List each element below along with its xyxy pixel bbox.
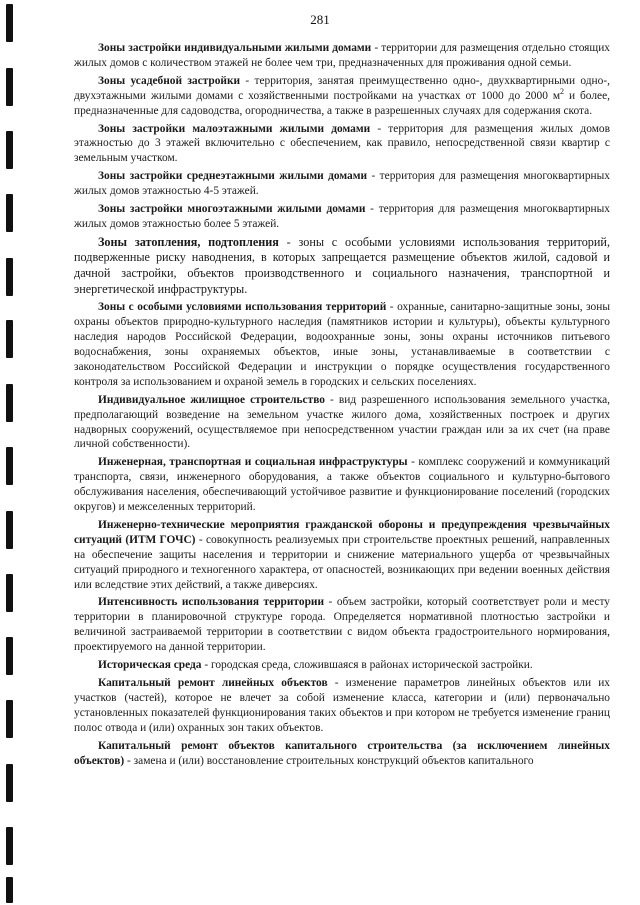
scan-mark — [6, 827, 13, 865]
entry-definition: - вид разрешенного использования земельного участка, предполагающий возведение на земельном участке жилого дома, хозяйственных построек и других надворных сооружений, осуществляемое при непосредственном участии граждан или за их счет (на праве личной собственности). — [74, 393, 610, 451]
glossary-entry — [74, 74, 610, 119]
entry-term: Зоны застройки индивидуальными жилыми домами — [98, 42, 372, 54]
entry-definition: - городская среда, сложившаяся в районах исторической застройки. — [201, 659, 533, 672]
entry-definition: - совокупность реализуемых при строительстве проектных решений, направленных на обеспечение защиты населения и территории и снижение материального ущерба от чрезвычайных ситуаций природного и техногенного характера, от опасностей, возникающих при ведении военных действия или вследствие этих действий, а также диверсиях. — [74, 533, 610, 591]
entry-term: Зоны затопления, подтопления — [98, 234, 279, 249]
entry-term: Зоны с особыми условиями использования территорий — [98, 301, 387, 314]
glossary-entry — [74, 658, 610, 673]
entry-definition: - территория для размещения многоквартирных жилых домов этажностью 4-5 этажей. — [74, 170, 610, 198]
glossary-entry — [74, 676, 610, 736]
scan-binding-marks — [0, 0, 16, 905]
glossary-entry — [74, 739, 610, 769]
entry-term: Зоны застройки многоэтажными жилыми домами — [98, 203, 366, 216]
entry-definition: - территория для размещения жилых домов этажностью до 3 этажей включительно с обеспечением, как правило, непосредственной связи квартир с земельным участком. — [74, 122, 610, 165]
glossary-entry — [74, 518, 610, 593]
entry-definition: - изменение параметров линейных объектов или их участков (частей), которое не влечет за собой изменение класса, категории и (или) первоначально установленных показателей функционирования таких объектов и при котором не требуется изменение границ полос отвода и (или) охранных зон таких объектов. — [74, 677, 610, 734]
entry-term: Инженерно-технические мероприятия гражданской обороны и предупреждения чрезвычайных ситуаций (ИТМ ГОЧС) — [74, 518, 610, 546]
entry-term: Инженерная, транспортная и социальная инфраструктуры — [98, 456, 408, 469]
entry-term: Историческая среда — [98, 659, 202, 672]
entry-term: Капитальный ремонт объектов капитального строительства (за исключением линейных объектов) — [74, 739, 610, 767]
superscript: 2 — [560, 86, 565, 96]
glossary-entry — [74, 41, 610, 71]
glossary-entry — [74, 235, 610, 297]
entry-definition: - территория, занятая преимущественно одно-, двухквартирными одно-, двухэтажными жилыми домами с хозяйственными постройками на участках от 1000 до 2000 м — [74, 74, 610, 102]
entry-definition: - комплекс сооружений и коммуникаций транспорта, связи, инженерного оборудования, а также объектов социального и культурно-бытового обслуживания населения, обеспечивающий устойчивое развитие и функционирование поселений (городских округов) и межселенных территорий. — [74, 456, 610, 514]
scan-mark — [6, 511, 13, 549]
scan-mark — [6, 258, 13, 296]
scan-mark — [6, 131, 13, 169]
entry-term: Зоны застройки малоэтажными жилыми домами — [98, 122, 371, 135]
scan-mark — [6, 877, 13, 903]
scan-mark — [6, 447, 13, 485]
scan-mark — [6, 574, 13, 612]
entry-term: Капитальный ремонт линейных объектов — [98, 677, 328, 689]
entry-definition: - территория для размещения многоквартирных жилых домов этажностью более 5 этажей. — [74, 203, 610, 230]
scan-mark — [6, 637, 13, 675]
scan-mark — [6, 764, 13, 802]
glossary-entry — [74, 595, 610, 655]
entry-term: Зоны застройки среднеэтажными жилыми домами — [98, 170, 368, 183]
entry-definition: - объем застройки, который соответствует роли и месту территории в планировочной структуре города. Определяется нормативной плотностью застройки и величиной застраиваемой территории в соответствии с видом объекта градостроительного нормирования, проектируемого на данной территории. — [74, 596, 611, 654]
scan-mark — [6, 700, 13, 738]
glossary-entry — [74, 202, 610, 232]
glossary-entry — [74, 122, 610, 167]
scan-mark — [6, 194, 13, 232]
entry-definition: - замена и (или) восстановление строительных конструкций объектов капитального — [124, 754, 534, 767]
scan-mark — [6, 68, 13, 106]
glossary-entry — [74, 169, 610, 199]
glossary-entry — [74, 300, 610, 389]
page-number: 281 — [310, 12, 330, 27]
glossary-entry — [74, 455, 610, 515]
entry-definition: - охранные, санитарно-защитные зоны, зоны охраны объектов природно-культурного наследия (памятников истории и культуры), объекты культурного наследия народов Российской Федерации, водоохранные зоны, зоны охраны источников питьевого водоснабжения, зоны охраняемых объектов, иные зоны, устанавливаемые в соответствии с законодательством Российской Федерации и инструкции о порядке осуществления государственного контроля за использованием и охраной земель в городских и сельских поселениях. — [74, 301, 610, 388]
entry-term: Индивидуальное жилищное строительство — [98, 393, 325, 406]
glossary-body — [74, 41, 610, 771]
scan-mark — [6, 384, 13, 422]
entry-definition-continued: и более, предназначенные для садоводства, огородничества, а также в разрешенных случаях для содержания скота. — [74, 89, 611, 117]
entry-term: Интенсивность использования территории — [98, 596, 325, 609]
entry-term: Зоны усадебной застройки — [98, 74, 241, 87]
glossary-entry — [74, 393, 610, 453]
entry-definition: - зоны с особыми условиями использования территорий, подверженные риску наводнения, в которых запрещается размещение объектов жилой, садовой и дачной застройки, объектов производственного и социального назначения, транспортной и энергетической инфраструктуры. — [74, 234, 610, 296]
entry-definition: - территории для размещения отдельно стоящих жилых домов с количеством этажей не более чем три, предназначенных для проживания одной семьи. — [74, 42, 610, 69]
scan-mark — [6, 320, 13, 358]
